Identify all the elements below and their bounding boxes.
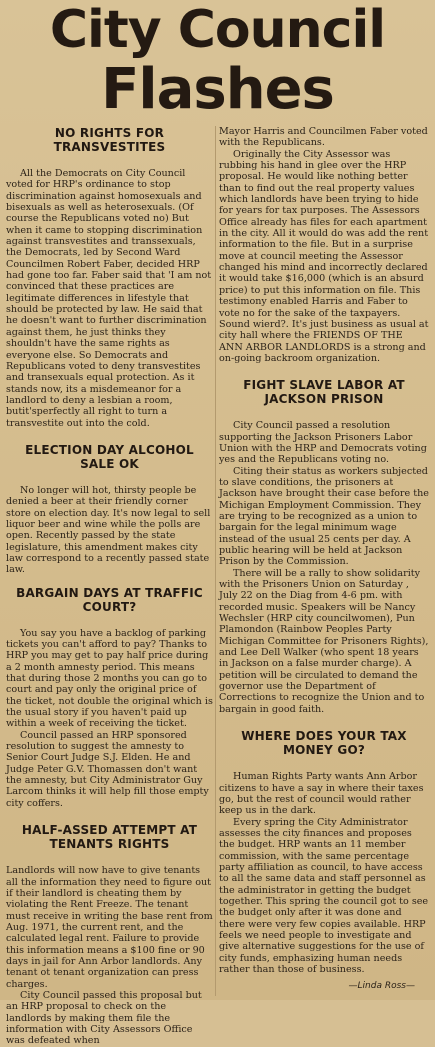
article-title-tax-money: WHERE DOES YOUR TAX MONEY GO? [241, 729, 407, 758]
paragraph: Every spring the City Administrator assesses the city finances and proposes the budget. HRP wants an 11 member commission, with the same percentage party affiliation as council, to have access to all the same data and staff personnel as the administrator in getting the budget together. This spring the council got to see the budget only after it was done and there were very few copies available. HRP feels we need people to investigate and give alternative suggestions for the use of city funds, emphasizing human needs rather than those of business. [219, 816, 429, 975]
article-body-tenants-continued [219, 126, 429, 364]
paragraph: All the Democrats on City Council voted for HRP's ordinance to stop discrimination against homosexuals and bisexuals as well as heterosexuals. (Of course the Republicans voted no) But when it came to stopping discrimination against transvestites and transsexuals, the Democrats, led by Second Ward Councilmen Robert Faber, decided HRP had gone too far. Faber said that 'I am not convinced that these practices are legitimate differences in lifestyle that should be protected by law. He said that he doesn't want to further discrimination against them, he just thinks they shouldn't have the same rights as everyone else. So Democrats and Republicans voted to deny transvestites and transexuals equal protection. As it stands now, its a misdemeanor for a landlord to deny a lesbian a room, butit'sperfectly all right to turn a transvestite out into the cold. [6, 168, 212, 429]
author-signature: —Linda Ross— [348, 981, 415, 992]
article-body-slave-labor [219, 420, 429, 715]
masthead-line-1: City Council [49, 0, 386, 60]
paragraph: Landlords will now have to give tenants all the information they need to figure out if their landlord is cheating them by violating the Rent Freeze. The tenant must receive in writing the base rent from Aug. 1971, the current rent, and the calculated legal rent. Failure to provide this information means a $100 fine or 90 days in jail for Ann Arbor landlords. Any tenant ot tenant organization can press charges. [6, 865, 213, 990]
article-body-tenants [6, 865, 213, 1047]
article-title-slave-labor: FIGHT SLAVE LABOR AT JACKSON PRISON [243, 378, 405, 407]
paragraph: Originally the City Assessor was rubbing his hand in glee over the HRP proposal. He would like nothing better than to find out the real property values which landlords have been trying to hide for years for tax purposes. The Assessors Office already has files for each apartment in the city. All it would do was add the rent information to the file. But in a surprise move at council meeting the Assessor changed his mind and incorrectly declared it would take $16,000 (which is an absurd price) to put this information on file. This testimony enabled Harris and Faber to vote no for the sake of the taxpayers. Sound wierd?. It's just business as usual at city hall where the FRIENDS OF THE ANN ARBOR LANDLORDS is a strong and on-going backroom organization. [219, 148, 429, 364]
masthead [0, 0, 435, 122]
masthead-line-2: Flashes [101, 57, 334, 122]
article-body-alcohol [6, 485, 213, 576]
article-title-tenants: HALF-ASSED ATTEMPT AT TENANTS RIGHTS [21, 823, 198, 852]
paragraph: Mayor Harris and Councilmen Faber voted with the Republicans. [219, 126, 428, 149]
paragraph: City Council passed a resolution supporting the Jackson Prisoners Labor Union with the HRP and Democrats voting yes and the Republicans voting no. [219, 420, 427, 466]
column-divider [215, 126, 216, 996]
article-title-traffic: BARGAIN DAYS AT TRAFFIC COURT? [16, 585, 203, 614]
article-title-transvestites: NO RIGHTS FOR TRANSVESTITES [53, 126, 166, 154]
article-body-tax-money [219, 771, 429, 975]
article-body-traffic [6, 628, 213, 810]
paragraph: Citing their status as workers subjected to slave conditions, the prisoners at Jackson have brought their case before the Michigan Employment Commission. They are trying to be recognized as a union to bargain for the legal minimum wage instead of the usual 25 cents per day. A public hearing will be held at Jackson Prison by the Commission. [219, 465, 429, 568]
paragraph: There will be a rally to show solidarity with the Prisoners Union on Saturday , July 22 on the Diag from 4-6 pm. with recorded music. Speakers will be Nancy Wechsler (HRP city councilwomen), Pun Plamondon (Rainbow Peoples Party Michigan Committee for Prisoners Rights), and Lee Dell Walker (who spent 18 years in Jackson on a false murder charge). A petition will be circulated to demand the governor use the Department of Corrections to recognize the Union and to bargain in good faith. [219, 567, 429, 715]
article-body-transvestites [6, 168, 213, 429]
left-column [6, 126, 213, 1047]
paragraph: City Council passed this proposal but an HRP proposal to check on the landlords by making them file the information with City Assessors Office was defeated when [6, 989, 202, 1047]
article-title-alcohol: ELECTION DAY ALCOHOL SALE OK [25, 442, 194, 471]
paragraph: You say you have a backlog of parking tickets you can't afford to pay? Thanks to HRP you may get to pay half price during a 2 month amnesty period. This means that during those 2 months you can go to court and pay only the original price of the ticket, not double the original which is the usual story if you haven't paid up within a week of receiving the ticket. [6, 627, 213, 730]
right-column [219, 126, 429, 1000]
paragraph: Human Rights Party wants Ann Arbor citizens to have a say in where their taxes go, but the rest of council would rather keep us in the dark. [219, 771, 424, 817]
paragraph: No longer will hot, thirsty people be denied a beer at their friendly corner store on election day. It's now legal to sell liquor beer and wine while the polls are open. Recently passed by the state legislature, this amendment makes city law correspond to a recently passed state law. [6, 484, 211, 576]
paragraph: Council passed an HRP sponsored resolution to suggest the amnesty to Senior Court Judge S.J. Elden. He and Judge Peter G.V. Thomassen don't want the amnesty, but City Administrator Guy Larcom thinks it will help fill those empty city coffers. [6, 729, 209, 809]
